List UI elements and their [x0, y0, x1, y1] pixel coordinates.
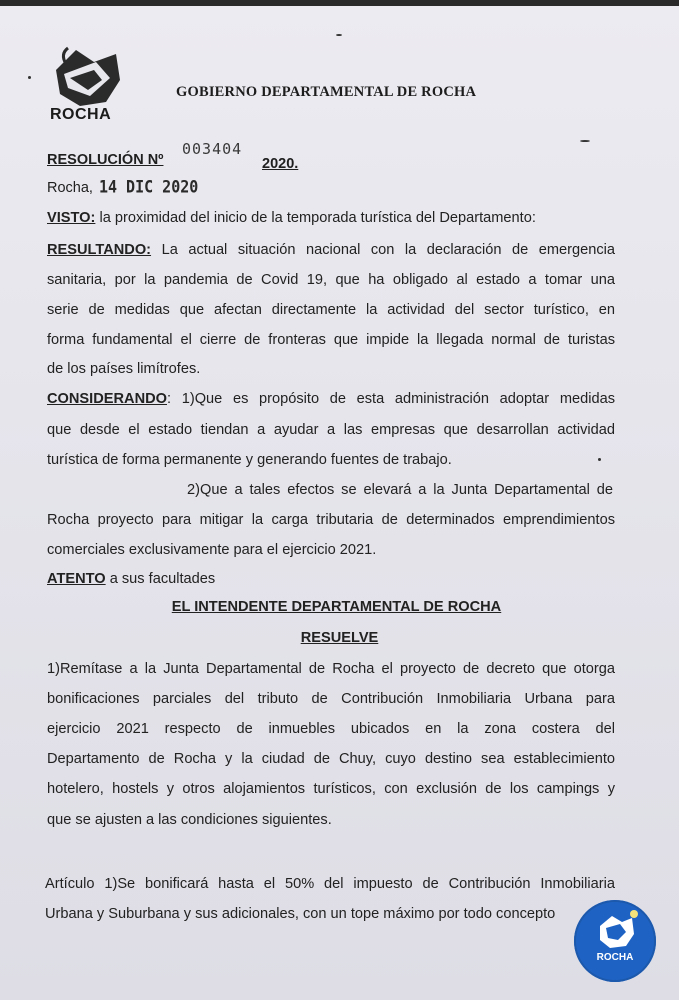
atento-text: a sus facultades: [109, 571, 216, 587]
considerando-line-4: 2)Que a tales efectos se elevará a la Junta Departamental de: [187, 482, 613, 498]
considerando-line-1: [47, 391, 615, 407]
item1-line-2: bonificaciones parciales del tributo de Contribución Inmobiliaria Urbana para: [47, 691, 615, 707]
considerando-text-1: : 1)Que es propósito de esta administración adoptar medidas: [167, 391, 615, 407]
resolution-label: RESOLUCIÓN Nº: [47, 152, 164, 168]
date-line: [47, 178, 198, 196]
date-stamp: 14 DIC 2020: [98, 177, 199, 197]
paper-speck: [598, 458, 601, 461]
paper-speck: [28, 76, 31, 79]
resolution-year: 2020.: [262, 156, 299, 172]
considerando-line-3: turística de forma permanente y generando fuentes de trabajo.: [47, 452, 452, 468]
item1-line-6: que se ajusten a las condiciones siguientes.: [47, 812, 332, 828]
item1-line-3: ejercicio 2021 respecto de inmuebles ubicados en la zona costera del: [47, 721, 615, 737]
resolution-number: 003404: [182, 140, 243, 158]
date-place: Rocha,: [47, 180, 93, 196]
atento-label: ATENTO: [47, 571, 106, 587]
resultando-label: RESULTANDO:: [47, 242, 152, 258]
atento-paragraph: [47, 571, 615, 587]
resultando-line-2: sanitaria, por la pandemia de Covid 19, que ha obligado al estado a tomar una: [47, 272, 615, 288]
visto-label: VISTO:: [47, 210, 96, 226]
rocha-watermark-logo: [574, 900, 656, 982]
watermark-text: ROCHA: [596, 952, 634, 963]
intendente-heading: EL INTENDENTE DEPARTAMENTAL DE ROCHA: [171, 599, 502, 615]
considerando-line-2: que desde el estado tiendan a ayudar a las empresas que desarrollan actividad: [47, 422, 615, 438]
resultando-line-5: de los países limítrofes.: [47, 361, 201, 377]
resultando-line-3: serie de medidas que afectan directamente la actividad del sector turístico, en: [47, 302, 615, 318]
visto-paragraph: [47, 210, 615, 226]
resultando-text-1: La actual situación nacional con la declaración de emergencia: [161, 242, 615, 258]
resultando-line-1: [47, 242, 615, 258]
resultando-line-4: forma fundamental el cierre de fronteras que impide la llegada normal de turistas: [47, 332, 615, 348]
coat-of-arms-icon: [574, 900, 656, 982]
considerando-line-6: comerciales exclusivamente para el ejercicio 2021.: [47, 542, 377, 558]
item1-line-4: Departamento de Rocha y la ciudad de Chuy, cuyo destino sea establecimiento: [47, 751, 615, 767]
document-page: [0, 6, 679, 1000]
considerando-label: CONSIDERANDO: [47, 391, 167, 407]
logo-text: ROCHA: [50, 106, 112, 123]
visto-text: la proximidad del inicio de la temporada turística del Departamento:: [99, 210, 536, 226]
resuelve-heading: RESUELVE: [300, 630, 379, 646]
item1-line-5: hotelero, hostels y otros alojamientos turísticos, con exclusión de los campings y: [47, 781, 615, 797]
item1-line-1: 1)Remítase a la Junta Departamental de Rocha el proyecto de decreto que otorga: [47, 661, 615, 677]
government-title: GOBIERNO DEPARTAMENTAL DE ROCHA: [176, 84, 477, 100]
articulo-line-2: Urbana y Suburbana y sus adicionales, con un tope máximo por todo concepto: [45, 906, 556, 922]
articulo-line-1: Artículo 1)Se bonificará hasta el 50% del impuesto de Contribución Inmobiliaria: [45, 876, 615, 892]
resolution-line: [47, 140, 307, 172]
paper-speck: [580, 140, 590, 142]
considerando-line-5: Rocha proyecto para mitigar la carga tributaria de determinados emprendimientos: [47, 512, 615, 528]
paper-speck: [336, 34, 342, 36]
